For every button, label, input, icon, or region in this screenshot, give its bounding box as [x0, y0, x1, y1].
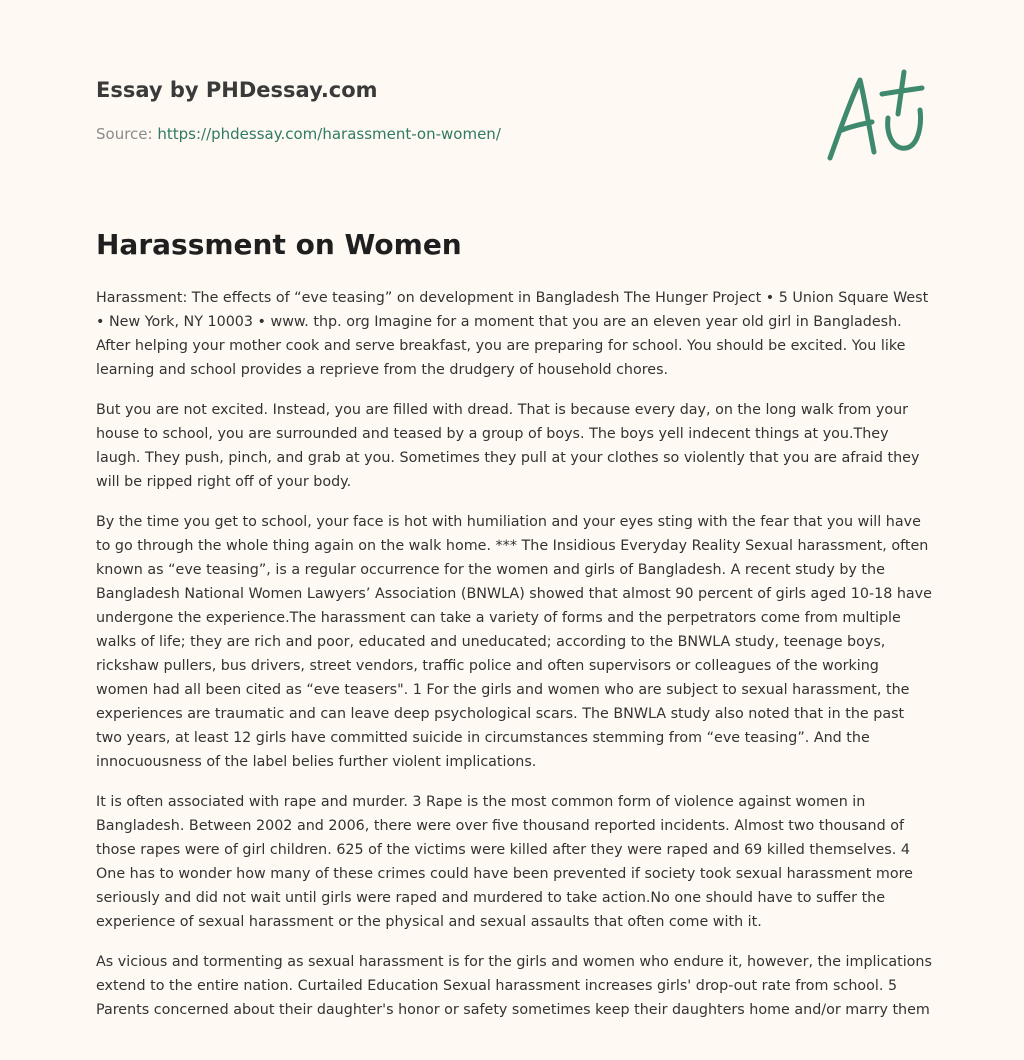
site-title: Essay by PHDessay.com [96, 78, 378, 102]
source-label: Source: [96, 125, 153, 143]
essay-paragraph: It is often associated with rape and murder. 3 Rape is the most common form of violence against women in Bangladesh. Between 2002 and 2006, there were over five thousand reported incidents. Almost two thousand of those rapes were of girl children. 625 of the victims were killed after they were raped and 69 killed themselves. 4 One has to wonder how many of these crimes could have been prevented if society took sexual harassment more seriously and did not wait until girls were raped and murdered to take action.No one should have to suffer the experience of sexual harassment or the physical and sexual assaults that often come with it. [96, 794, 913, 930]
essay-paragraph: Harassment: The effects of “eve teasing” on development in Bangladesh The Hunger Project • 5 Union Square West • New York, NY 10003 • www. thp. org Imagine for a moment that you are an eleven year old girl in Bangladesh. After helping your mother cook and serve breakfast, you are preparing for school. You should be excited. You like learning and school provides a reprieve from the drudgery of household chores. [96, 290, 929, 378]
essay-paragraph: As vicious and tormenting as sexual harassment is for the girls and women who endure it, however, the implications extend to the entire nation. Curtailed Education Sexual harassment increases girls' drop-out rate from school. 5 Parents concerned about their daughter's honor or safety sometimes keep their daughters home and/or marry them [96, 954, 932, 1018]
essay-paragraph: By the time you get to school, your face is hot with humiliation and your eyes sting with the fear that you will have to go through the whole thing again on the walk home. *** The Insidious Everyday Reality Sexual harassment, often known as “eve teasing”, is a regular occurrence for the women and girls of Bangladesh. A recent study by the Bangladesh National Women Lawyers’ Association (BNWLA) showed that almost 90 percent of girls aged 10-18 have undergone the experience.The harassment can take a variety of forms and the perpetrators come from multiple walks of life; they are rich and poor, educated and uneducated; according to the BNWLA study, teenage boys, rickshaw pullers, bus drivers, street vendors, traffic police and often supervisors or colleagues of the working women had all been cited as “eve teasers". 1 For the girls and women who are subject to sexual harassment, the experiences are traumatic and can leave deep psychological scars. The BNWLA study also noted that in the past two years, at least 12 girls have committed suicide in circumstances stemming from “eve teasing”. And the innocuousness of the label belies further violent implications. [96, 514, 932, 770]
essay-paragraph: But you are not excited. Instead, you are filled with dread. That is because every day, on the long walk from your house to school, you are surrounded and teased by a group of boys. The boys yell indecent things at you.They laugh. They push, pinch, and grab at you. Sometimes they pull at your clothes so violently that you are afraid they will be ripped right off of your body. [96, 402, 920, 490]
essay-title: Harassment on Women [96, 228, 462, 261]
source-link[interactable]: https://phdessay.com/harassment-on-women/ [157, 125, 501, 143]
essay [96, 226, 932, 1038]
page-header [96, 76, 796, 144]
a-plus-grade-icon [822, 66, 932, 166]
source-line [96, 124, 796, 144]
